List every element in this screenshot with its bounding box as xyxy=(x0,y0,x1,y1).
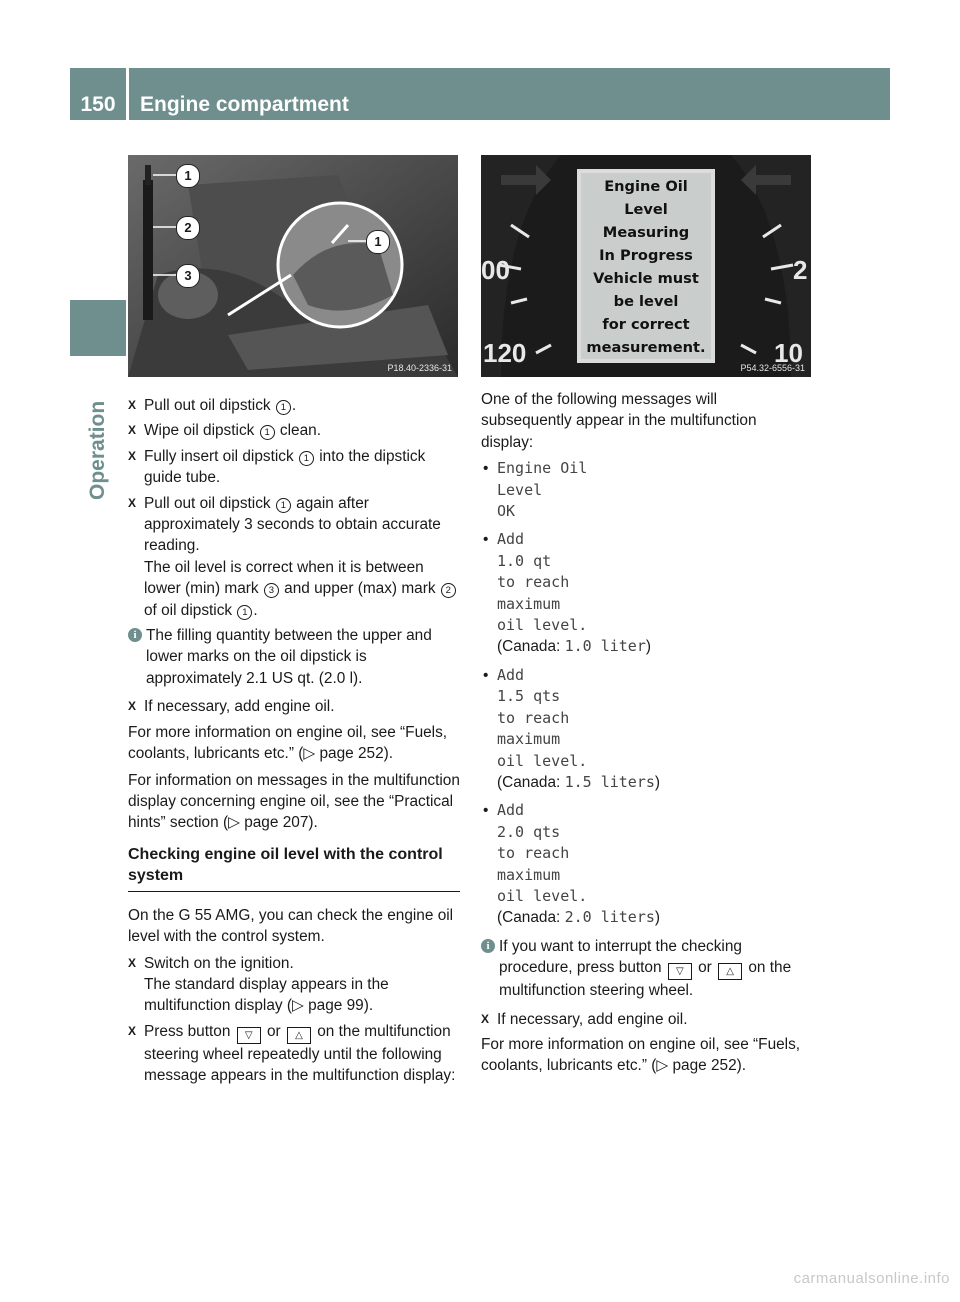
figure-code: P18.40-2336-31 xyxy=(387,363,452,373)
ref-1-icon: 1 xyxy=(276,498,291,513)
instruction-step: X Press button ▽ or △ on the multifunction steering wheel repeatedly until the following message appears in the multifunction display: xyxy=(128,1022,456,1085)
display-line: Engine Oil xyxy=(604,178,688,195)
message-item: • Add 1.5 qts to reach maximum oil level. (Canada: 1.5 liters) xyxy=(483,665,661,791)
step-marker-icon: X xyxy=(128,398,137,412)
figure-code: P54.32-6556-31 xyxy=(740,363,805,373)
display-line: for correct xyxy=(602,316,690,333)
ref-1-icon: 1 xyxy=(260,425,275,440)
ref-1-icon: 1 xyxy=(276,400,291,415)
display-line: measurement. xyxy=(586,339,706,356)
info-note: i If you want to interrupt the checking procedure, press button ▽ or △ on the multifunction steering wheel. xyxy=(481,936,811,1002)
message-item: • Engine Oil Level OK xyxy=(483,459,588,521)
step-marker-icon: X xyxy=(128,423,137,438)
display-line: Measuring xyxy=(602,224,690,241)
display-line: Level xyxy=(624,201,668,218)
left-column xyxy=(128,395,460,1091)
instruction-step: X Pull out oil dipstick 1 again after approximately 3 seconds to obtain accurate reading. The oil level is correct when it is between lower (min) mark 3 and upper (max) mark 2 of oil dipstick 1 . xyxy=(128,493,460,621)
ref-3-icon: 3 xyxy=(264,583,279,598)
info-icon: i xyxy=(128,628,142,642)
engine-dipstick-figure xyxy=(128,155,458,377)
gauge-right-top-label: 2 xyxy=(793,255,808,285)
display-line: Vehicle must xyxy=(593,270,699,287)
down-arrow-button-icon: ▽ xyxy=(668,963,692,980)
paragraph: For more information on engine oil, see “Fuels, coolants, lubricants etc.” (▷ page 252). xyxy=(128,723,448,763)
paragraph: For information on messages in the multifunction display concerning engine oil, see the “Practical hints” section (▷ page 207). xyxy=(128,771,460,832)
callout-1: 1 xyxy=(176,164,200,188)
display-line: be level xyxy=(613,293,679,310)
instruction-step: X Switch on the ignition. The standard display appears in the multifunction display (▷ page 99). xyxy=(128,954,389,1015)
page-number: 150 xyxy=(80,93,116,116)
display-message xyxy=(581,175,711,359)
paragraph: One of the following messages will subsequently appear in the multifunction display: xyxy=(481,391,757,451)
message-item: • Add 1.0 qt to reach maximum oil level. (Canada: 1.0 liter) xyxy=(483,530,652,656)
instruction-step: X If necessary, add engine oil. xyxy=(128,696,460,717)
callout-2: 2 xyxy=(176,216,200,240)
step-marker-icon: X xyxy=(481,1011,490,1026)
callout-3: 3 xyxy=(176,264,200,288)
info-icon: i xyxy=(481,939,495,953)
engine-illustration xyxy=(128,155,458,377)
step-marker-icon: X xyxy=(128,1023,137,1038)
ref-1-icon: 1 xyxy=(299,451,314,466)
instruction-step: X Pull out oil dipstick 1 . xyxy=(128,395,460,416)
instruction-step: X Wipe oil dipstick 1 clean. xyxy=(128,420,460,441)
step-marker-icon: X xyxy=(128,448,137,463)
up-arrow-button-icon: △ xyxy=(287,1027,311,1044)
instruction-step: X If necessary, add engine oil. xyxy=(481,1009,811,1030)
message-item: • Add 2.0 qts to reach maximum oil level. (Canada: 2.0 liters) xyxy=(483,801,661,927)
section-label: Operation xyxy=(86,400,109,500)
ref-1-icon: 1 xyxy=(237,605,252,620)
section-heading: Checking engine oil level with the control system xyxy=(128,844,460,892)
ref-2-icon: 2 xyxy=(441,583,456,598)
step-marker-icon: X xyxy=(128,955,137,970)
step-marker-icon: X xyxy=(128,495,137,510)
instruction-step: X Fully insert oil dipstick 1 into the dipstick guide tube. xyxy=(128,447,426,487)
gauge-left-label: 120 xyxy=(483,338,527,368)
header-divider xyxy=(126,68,129,120)
info-note: i The filling quantity between the upper and lower marks on the oil dipstick is approximately 2.1 US qt. (2.0 l). xyxy=(128,625,460,689)
callout-1-inset: 1 xyxy=(366,230,390,254)
up-arrow-button-icon: △ xyxy=(718,963,742,980)
gauge-right-label: 10 xyxy=(774,338,803,368)
step-marker-icon: X xyxy=(128,699,137,714)
down-arrow-button-icon: ▽ xyxy=(237,1027,261,1044)
multifunction-display-figure xyxy=(481,155,811,377)
watermark: carmanualsonline.info xyxy=(793,1270,950,1287)
paragraph: On the G 55 AMG, you can check the engine oil level with the control system. xyxy=(128,906,454,946)
right-column xyxy=(481,389,811,1082)
page-title: Engine compartment xyxy=(140,93,349,116)
gauge-left-top-label: 00 xyxy=(481,255,510,285)
paragraph: For more information on engine oil, see “Fuels, coolants, lubricants etc.” (▷ page 252). xyxy=(481,1035,801,1075)
display-line: In Progress xyxy=(599,247,693,264)
